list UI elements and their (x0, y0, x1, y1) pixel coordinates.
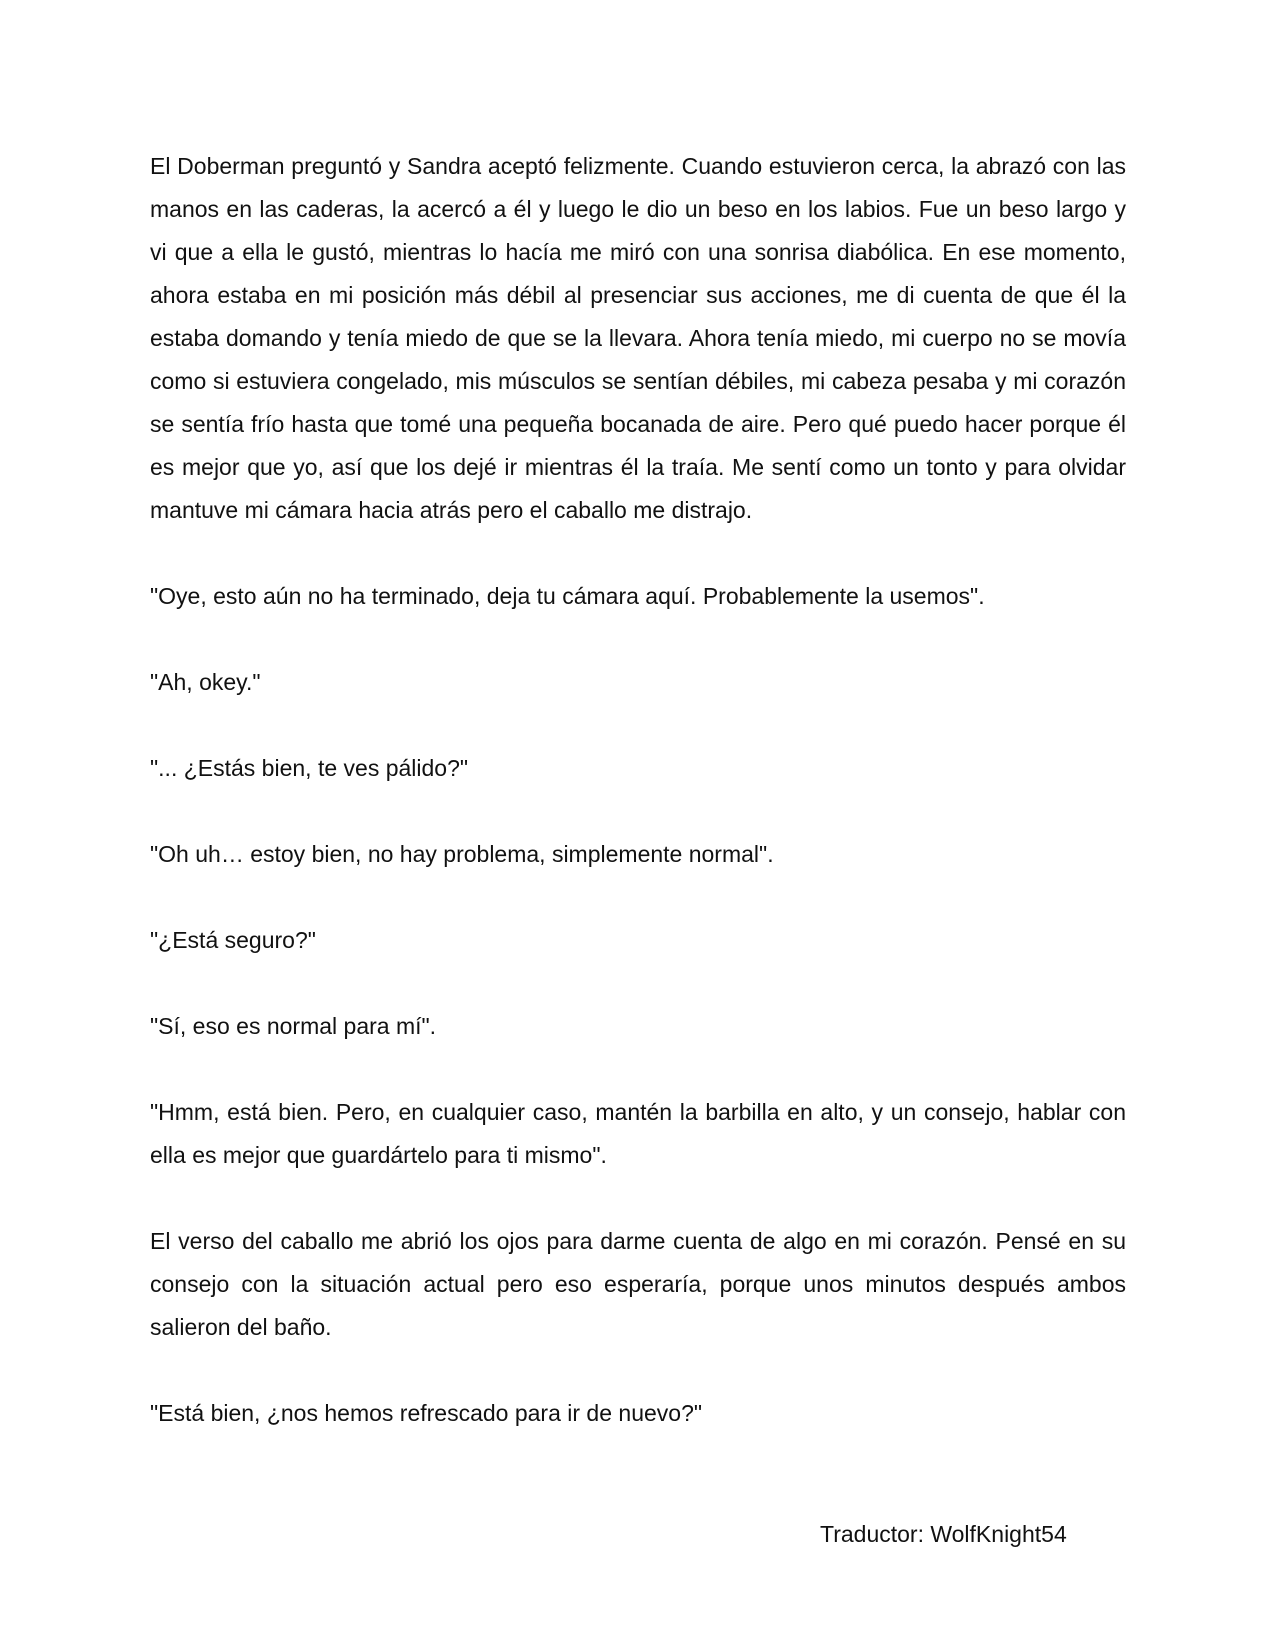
document-body (150, 145, 1126, 1435)
paragraph-9: El verso del caballo me abrió los ojos para darme cuenta de algo en mi corazón. Pensé en su consejo con la situación actual pero eso esperaría, porque unos minutos después ambos salieron del baño. (150, 1228, 1126, 1340)
paragraph-5: "Oh uh… estoy bien, no hay problema, simplemente normal". (150, 841, 774, 867)
paragraph-7: "Sí, eso es normal para mí". (150, 1013, 437, 1039)
paragraph-10: "Está bien, ¿nos hemos refrescado para ir de nuevo?" (150, 1400, 703, 1426)
paragraph-3: "Ah, okey." (150, 669, 261, 695)
paragraph-6: "¿Está seguro?" (150, 927, 316, 953)
paragraph-2: "Oye, esto aún no ha terminado, deja tu cámara aquí. Probablemente la usemos". (150, 583, 985, 609)
paragraph-1: El Doberman preguntó y Sandra aceptó felizmente. Cuando estuvieron cerca, la abrazó con las manos en las caderas, la acercó a él y luego le dio un beso en los labios. Fue un beso largo y vi que a ella le gustó, mientras lo hacía me miró con una sonrisa diabólica. En ese momento, ahora estaba en mi posición más débil al presenciar sus acciones, me di cuenta de que él la estaba domando y tenía miedo de que se la llevara. Ahora tenía miedo, mi cuerpo no se movía como si estuviera congelado, mis músculos se sentían débiles, mi cabeza pesaba y mi corazón se sentía frío hasta que tomé una pequeña bocanada de aire. Pero qué puedo hacer porque él es mejor que yo, así que los dejé ir mientras él la traía. Me sentí como un tonto y para olvidar mantuve mi cámara hacia atrás pero el caballo me distrajo. (150, 153, 1126, 523)
translator-credit: Traductor: WolfKnight54 (820, 1521, 1067, 1547)
paragraph-4: "... ¿Estás bien, te ves pálido?" (150, 755, 469, 781)
paragraph-8: "Hmm, está bien. Pero, en cualquier caso, mantén la barbilla en alto, y un consejo, hablar con ella es mejor que guardártelo para ti mismo". (150, 1099, 1126, 1168)
